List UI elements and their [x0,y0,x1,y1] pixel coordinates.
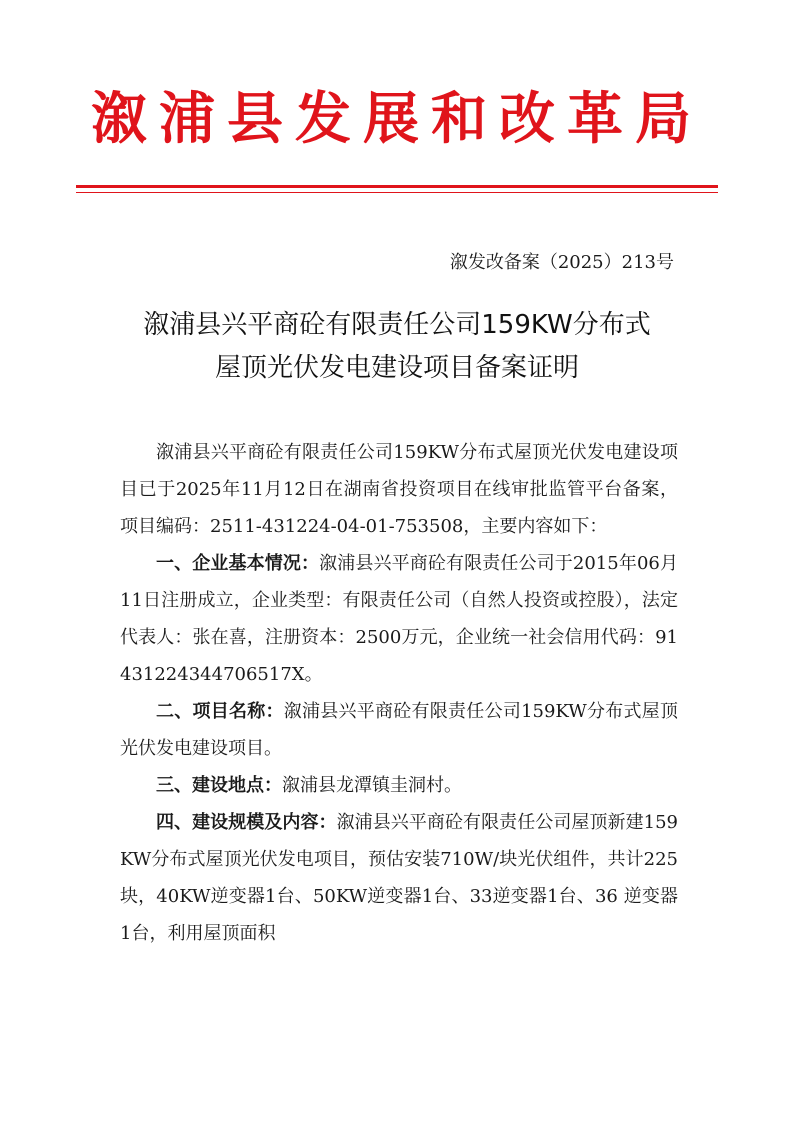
letterhead-divider-thin [76,192,718,193]
section-company-info-text: 溆浦县兴平商砼有限责任公司于2015年06月11日注册成立，企业类型：有限责任公司（自然人投资或控股），法定代表人：张在喜，注册资本：2500万元，企业统一社会信用代码：91431224344706517X。 [120,553,678,685]
section-project-name-text: 溆浦县兴平商砼有限责任公司159KW分布式屋顶光伏发电建设项目。 [120,701,678,759]
letterhead-org-name: 溆浦县发展和改革局 [91,87,703,152]
document-title [96,304,698,390]
document-title-line-1: 溆浦县兴平商砼有限责任公司159KW分布式 [143,310,651,340]
section-location-heading: 三、建设地点： [156,775,282,796]
letterhead-divider-thick [76,185,718,188]
section-location-text: 溆浦县龙潭镇圭洞村。 [282,775,462,796]
section-project-name-heading: 二、项目名称： [156,701,284,722]
section-scale-heading: 四、建设规模及内容： [156,812,337,833]
section-company-info [120,545,678,693]
intro-paragraph: 溆浦县兴平商砼有限责任公司159KW分布式屋顶光伏发电建设项目已于2025年11月12日在湖南省投资项目在线审批监管平台备案，项目编码：2511-431224-04-01-753508，主要内容如下： [120,442,678,537]
section-scale-text: 溆浦县兴平商砼有限责任公司屋顶新建159KW分布式屋顶光伏发电项目，预估安装710W/块光伏组件，共计225块，40KW逆变器1台、50KW逆变器1台、33逆变器1台、36 逆变器1台，利用屋顶面积 [120,812,678,944]
document-body [120,434,678,952]
section-location [120,767,678,804]
document-number: 溆发改备案（2025）213号 [449,252,674,273]
section-project-name [120,693,678,767]
document-title-line-2: 屋顶光伏发电建设项目备案证明 [214,353,579,383]
section-company-info-heading: 一、企业基本情况： [156,553,320,574]
section-scale [120,804,678,952]
